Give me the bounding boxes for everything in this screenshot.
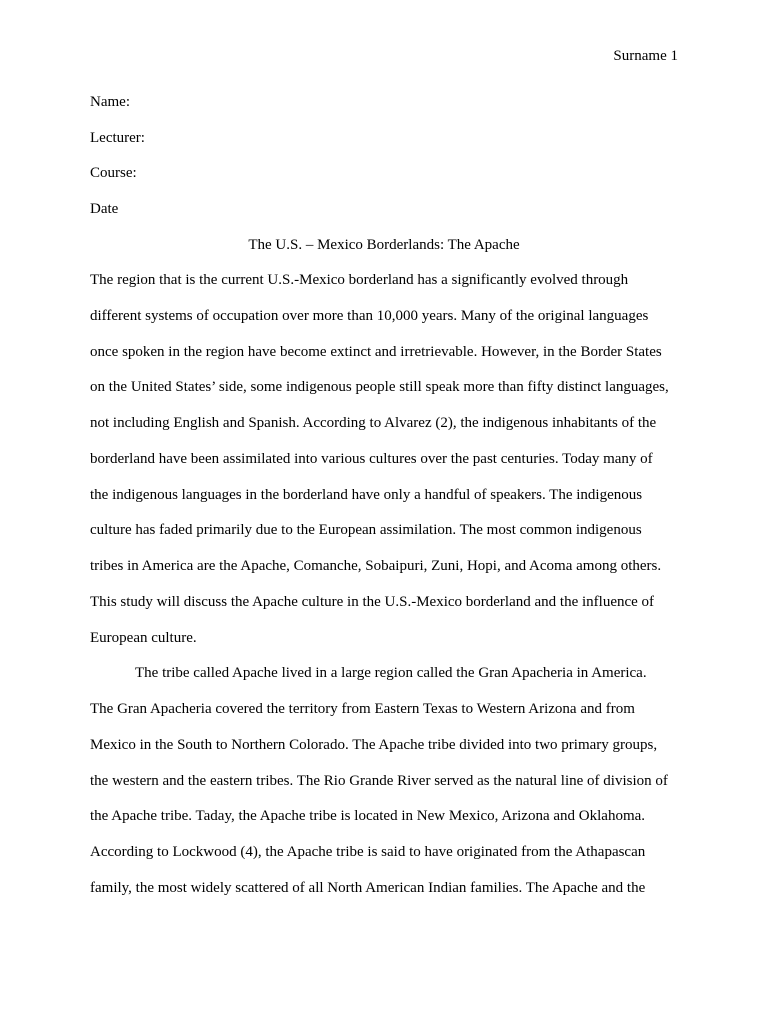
essay-title: The U.S. – Mexico Borderlands: The Apache <box>248 237 520 253</box>
body-line-indented: The tribe called Apache lived in a large region called the Gran Apacheria in America. <box>135 665 647 682</box>
body-line: the western and the eastern tribes. The Rio Grande River served as the natural line of division of <box>90 772 668 789</box>
body-line: Mexico in the South to Northern Colorado. The Apache tribe divided into two primary groups, <box>90 736 658 753</box>
body-line: The region that is the current U.S.-Mexico borderland has a significantly evolved through <box>90 272 629 288</box>
essay-body <box>90 271 678 915</box>
lecturer-line: Lecturer: <box>90 129 145 146</box>
body-line: different systems of occupation over more than 10,000 years. Many of the original languages <box>90 307 649 324</box>
body-line: European culture. <box>90 629 197 646</box>
body-line: culture has faded primarily due to the European assimilation. The most common indigenous <box>90 522 642 539</box>
body-line: family, the most widely scattered of all North American Indian families. The Apache and the <box>90 879 646 896</box>
name-line: Name: <box>90 94 130 110</box>
body-line: not including English and Spanish. According to Alvarez (2), the indigenous inhabitants of the <box>90 415 657 431</box>
body-line: once spoken in the region have become extinct and irretrievable. However, in the Border States <box>90 343 662 360</box>
course-line: Course: <box>90 165 137 182</box>
body-line: The Gran Apacheria covered the territory from Eastern Texas to Western Arizona and from <box>90 701 635 717</box>
body-line: on the United States’ side, some indigenous people still speak more than fifty distinct languages, <box>90 379 669 396</box>
body-line: This study will discuss the Apache culture in the U.S.-Mexico borderland and the influence of <box>90 593 655 610</box>
body-line: the indigenous languages in the borderland have only a handful of speakers. The indigenous <box>90 486 643 503</box>
running-head: Surname 1 <box>613 48 678 64</box>
student-heading <box>90 93 678 235</box>
body-line: According to Lockwood (4), the Apache tribe is said to have originated from the Athapascan <box>90 844 646 860</box>
body-line: tribes in America are the Apache, Comanche, Sobaipuri, Zuni, Hopi, and Acoma among others. <box>90 558 662 574</box>
body-line: borderland have been assimilated into various cultures over the past centuries. Today many of <box>90 450 653 467</box>
date-line: Date <box>90 200 119 217</box>
body-line: the Apache tribe. Taday, the Apache tribe is located in New Mexico, Arizona and Oklahoma. <box>90 808 646 825</box>
